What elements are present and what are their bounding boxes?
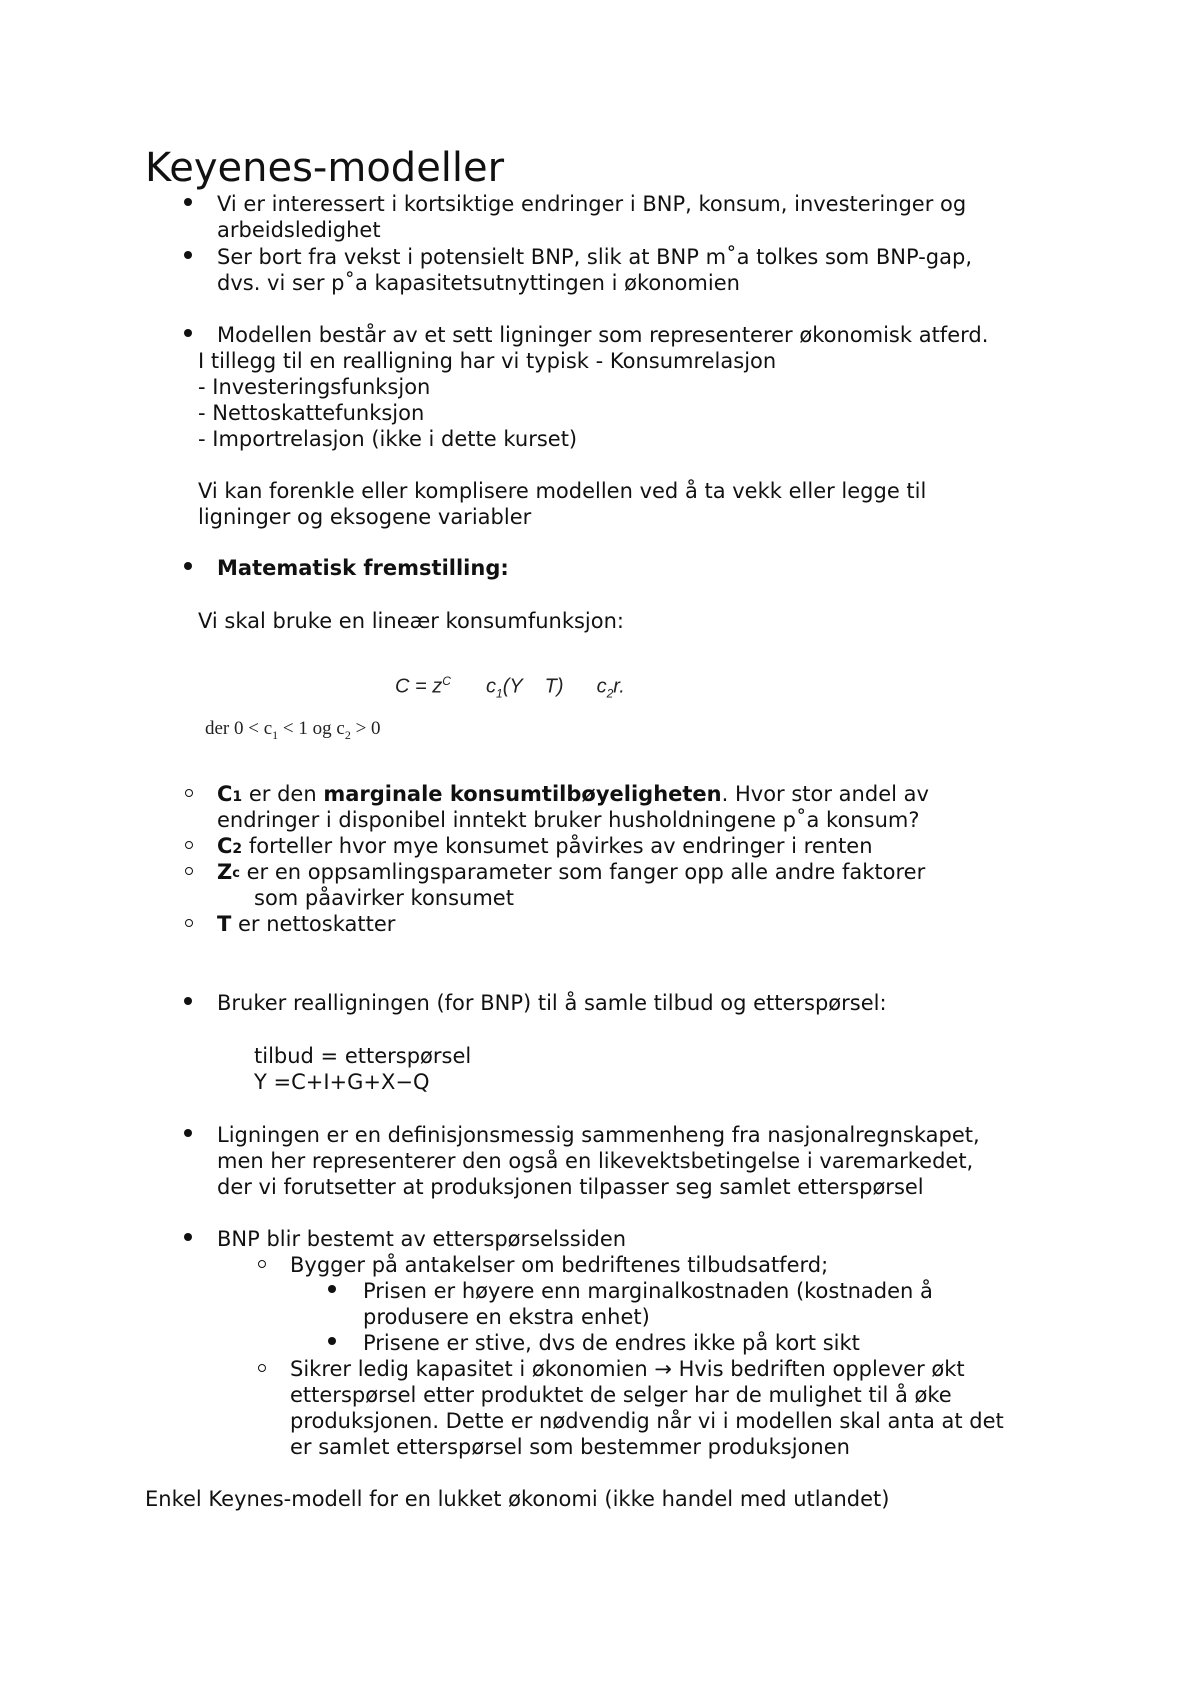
formula-condition xyxy=(205,718,381,743)
simplify-line-2: ligninger og eksogene variabler xyxy=(198,505,532,529)
sub-sikrer-line-3: produksjonen. Dette er nødvendig når vi i modellen skal anta at det xyxy=(290,1409,1004,1433)
simplify-line-1: Vi kan forenkle eller komplisere modellen ved å ta vekk eller legge til xyxy=(198,479,927,503)
ring-bullet-icon xyxy=(258,1364,266,1372)
condition-mid: < 1 og c xyxy=(278,718,345,739)
intro-bullet-1-line-2: arbeidsledighet xyxy=(217,218,381,242)
def-c2-text: forteller hvor mye konsumet påvirkes av endringer i renten xyxy=(242,834,873,858)
model-line-3: - Nettoskattefunksjon xyxy=(198,401,425,425)
def-c2 xyxy=(217,833,873,862)
bullet-icon xyxy=(184,251,192,259)
formula-sup: C xyxy=(442,674,451,688)
bullet-icon xyxy=(328,1285,336,1293)
formula-c1-sub: 1 xyxy=(496,686,503,701)
consumption-formula xyxy=(395,674,625,701)
def-t-symbol: T xyxy=(217,912,232,936)
condition-sub-1: 1 xyxy=(272,727,279,742)
def-c2-num: 2 xyxy=(232,841,243,857)
math-heading: Matematisk fremstilling: xyxy=(217,556,509,580)
def-zc-text: er en oppsamlingsparameter som fanger opp alle andre faktorer xyxy=(239,860,926,884)
def-zc-symbol: Z xyxy=(217,860,233,884)
def-c1-post: . Hvor stor andel av xyxy=(721,782,929,806)
bullet-icon xyxy=(184,562,192,570)
equation-line-2: Y =C+I+G+X−Q xyxy=(254,1070,430,1094)
def-c2-symbol: C xyxy=(217,834,233,858)
sub-sikrer-line-4: er samlet etterspørsel som bestemmer produksjonen xyxy=(290,1435,850,1459)
definition-line-2: men her representerer den også en likevektsbetingelse i varemarkedet, xyxy=(217,1149,974,1173)
model-line-4: - Importrelasjon (ikke i dette kurset) xyxy=(198,427,578,451)
realligning-bullet: Bruker realligningen (for BNP) til å samle tilbud og etterspørsel: xyxy=(217,991,887,1015)
def-c1-symbol: C xyxy=(217,782,233,806)
condition-suffix: > 0 xyxy=(350,718,381,739)
definition-line-3: der vi forutsetter at produksjonen tilpasser seg samlet etterspørsel xyxy=(217,1175,924,1199)
closed-economy-heading: Enkel Keynes-modell for en lukket økonomi (ikke handel med utlandet) xyxy=(145,1487,890,1511)
def-c1-pre: er den xyxy=(242,782,324,806)
bullet-icon xyxy=(184,1129,192,1137)
ring-bullet-icon xyxy=(185,867,193,875)
formula-paren: (Y T) xyxy=(502,675,564,698)
model-bullet: Modellen består av et sett ligninger som representerer økonomisk atferd. xyxy=(217,323,989,347)
formula-lhs: C = z xyxy=(395,675,443,698)
sub-sikrer-line-1: Sikrer ledig kapasitet i økonomien → Hvis bedriften opplever økt xyxy=(290,1357,965,1381)
formula-c2: c xyxy=(596,675,607,698)
def-zc-sup: c xyxy=(232,866,240,881)
bnp-bullet: BNP blir bestemt av etterspørselssiden xyxy=(217,1227,627,1251)
formula-c2-sub: 2 xyxy=(606,686,614,701)
subsub-1-line-1: Prisen er høyere enn marginalkostnaden (kostnaden å xyxy=(363,1279,933,1303)
condition-prefix: der 0 < c xyxy=(205,718,273,739)
definition-line-1: Ligningen er en definisjonsmessig sammenheng fra nasjonalregnskapet, xyxy=(217,1123,980,1147)
equation-line-1: tilbud = etterspørsel xyxy=(254,1044,472,1068)
ring-bullet-icon xyxy=(185,841,193,849)
def-c1-line-1 xyxy=(217,781,929,810)
bullet-icon xyxy=(184,329,192,337)
subsub-2: Prisene er stive, dvs de endres ikke på kort sikt xyxy=(363,1331,860,1355)
def-zc-line-1 xyxy=(217,859,925,887)
linear-intro: Vi skal bruke en lineær konsumfunksjon: xyxy=(198,609,624,633)
ring-bullet-icon xyxy=(258,1260,266,1268)
def-c1-bold: marginale konsumtilbøyeligheten xyxy=(323,782,722,806)
condition-sub-2: 2 xyxy=(344,727,351,742)
sub-bygger: Bygger på antakelser om bedriftenes tilbudsatferd; xyxy=(290,1253,829,1277)
def-t-text: er nettoskatter xyxy=(231,912,396,936)
bullet-icon xyxy=(184,997,192,1005)
intro-bullet-1-line-1: Vi er interessert i kortsiktige endringer i BNP, konsum, investeringer og xyxy=(217,192,967,216)
subsub-1-line-2: produsere en ekstra enhet) xyxy=(363,1305,650,1329)
formula-c1: c xyxy=(486,675,497,698)
def-t xyxy=(217,911,395,937)
def-zc-line-2: som påavirker konsumet xyxy=(254,886,514,910)
model-line-1: I tillegg til en realligning har vi typisk - Konsumrelasjon xyxy=(198,349,777,373)
bullet-icon xyxy=(328,1337,336,1345)
model-line-2: - Investeringsfunksjon xyxy=(198,375,431,399)
bullet-icon xyxy=(184,1233,192,1241)
def-c1-num: 1 xyxy=(232,789,243,805)
ring-bullet-icon xyxy=(185,919,193,927)
def-c1-line-2: endringer i disponibel inntekt bruker husholdningene p˚a konsum? xyxy=(217,808,920,832)
ring-bullet-icon xyxy=(185,789,193,797)
page-title: Keyenes-modeller xyxy=(145,145,505,191)
bullet-icon xyxy=(184,198,192,206)
sub-sikrer-line-2: etterspørsel etter produktet de selger har de mulighet til å øke xyxy=(290,1383,952,1407)
intro-bullet-2-line-1: Ser bort fra vekst i potensielt BNP, slik at BNP m˚a tolkes som BNP-gap, xyxy=(217,245,972,269)
formula-r: r. xyxy=(613,675,625,698)
intro-bullet-2-line-2: dvs. vi ser p˚a kapasitetsutnyttingen i økonomien xyxy=(217,271,740,295)
